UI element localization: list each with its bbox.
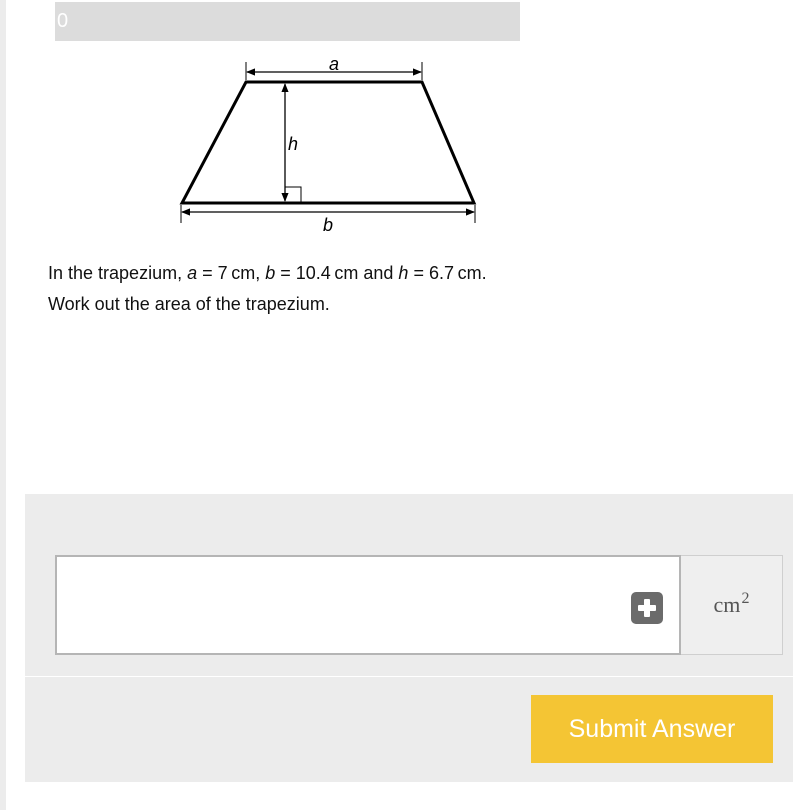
height-label: h [288, 134, 299, 154]
unit-power: 2 [741, 590, 750, 607]
question-title: 0 [57, 10, 69, 32]
left-border [0, 0, 6, 810]
dimension-a-label: a [328, 54, 340, 74]
unit-text: cm [713, 592, 741, 617]
question-line-2: Work out the area of the trapezium. [48, 294, 330, 314]
trapezium-shape [182, 82, 474, 203]
plus-square-icon[interactable] [631, 592, 663, 624]
question-text [48, 258, 748, 320]
trapezium-diagram [170, 50, 490, 240]
answer-panel [25, 494, 793, 676]
answer-input[interactable] [55, 555, 681, 655]
question-line-1: In the trapezium, a = 7 cm, b = 10.4 cm and h = 6.7 cm. [48, 263, 487, 283]
right-angle-marker [285, 187, 301, 202]
dimension-b-label: b [322, 215, 334, 235]
submit-answer-button[interactable]: Submit Answer [531, 695, 773, 763]
question-title-bar [55, 2, 520, 41]
unit-label [681, 555, 783, 655]
submit-panel [25, 677, 793, 782]
